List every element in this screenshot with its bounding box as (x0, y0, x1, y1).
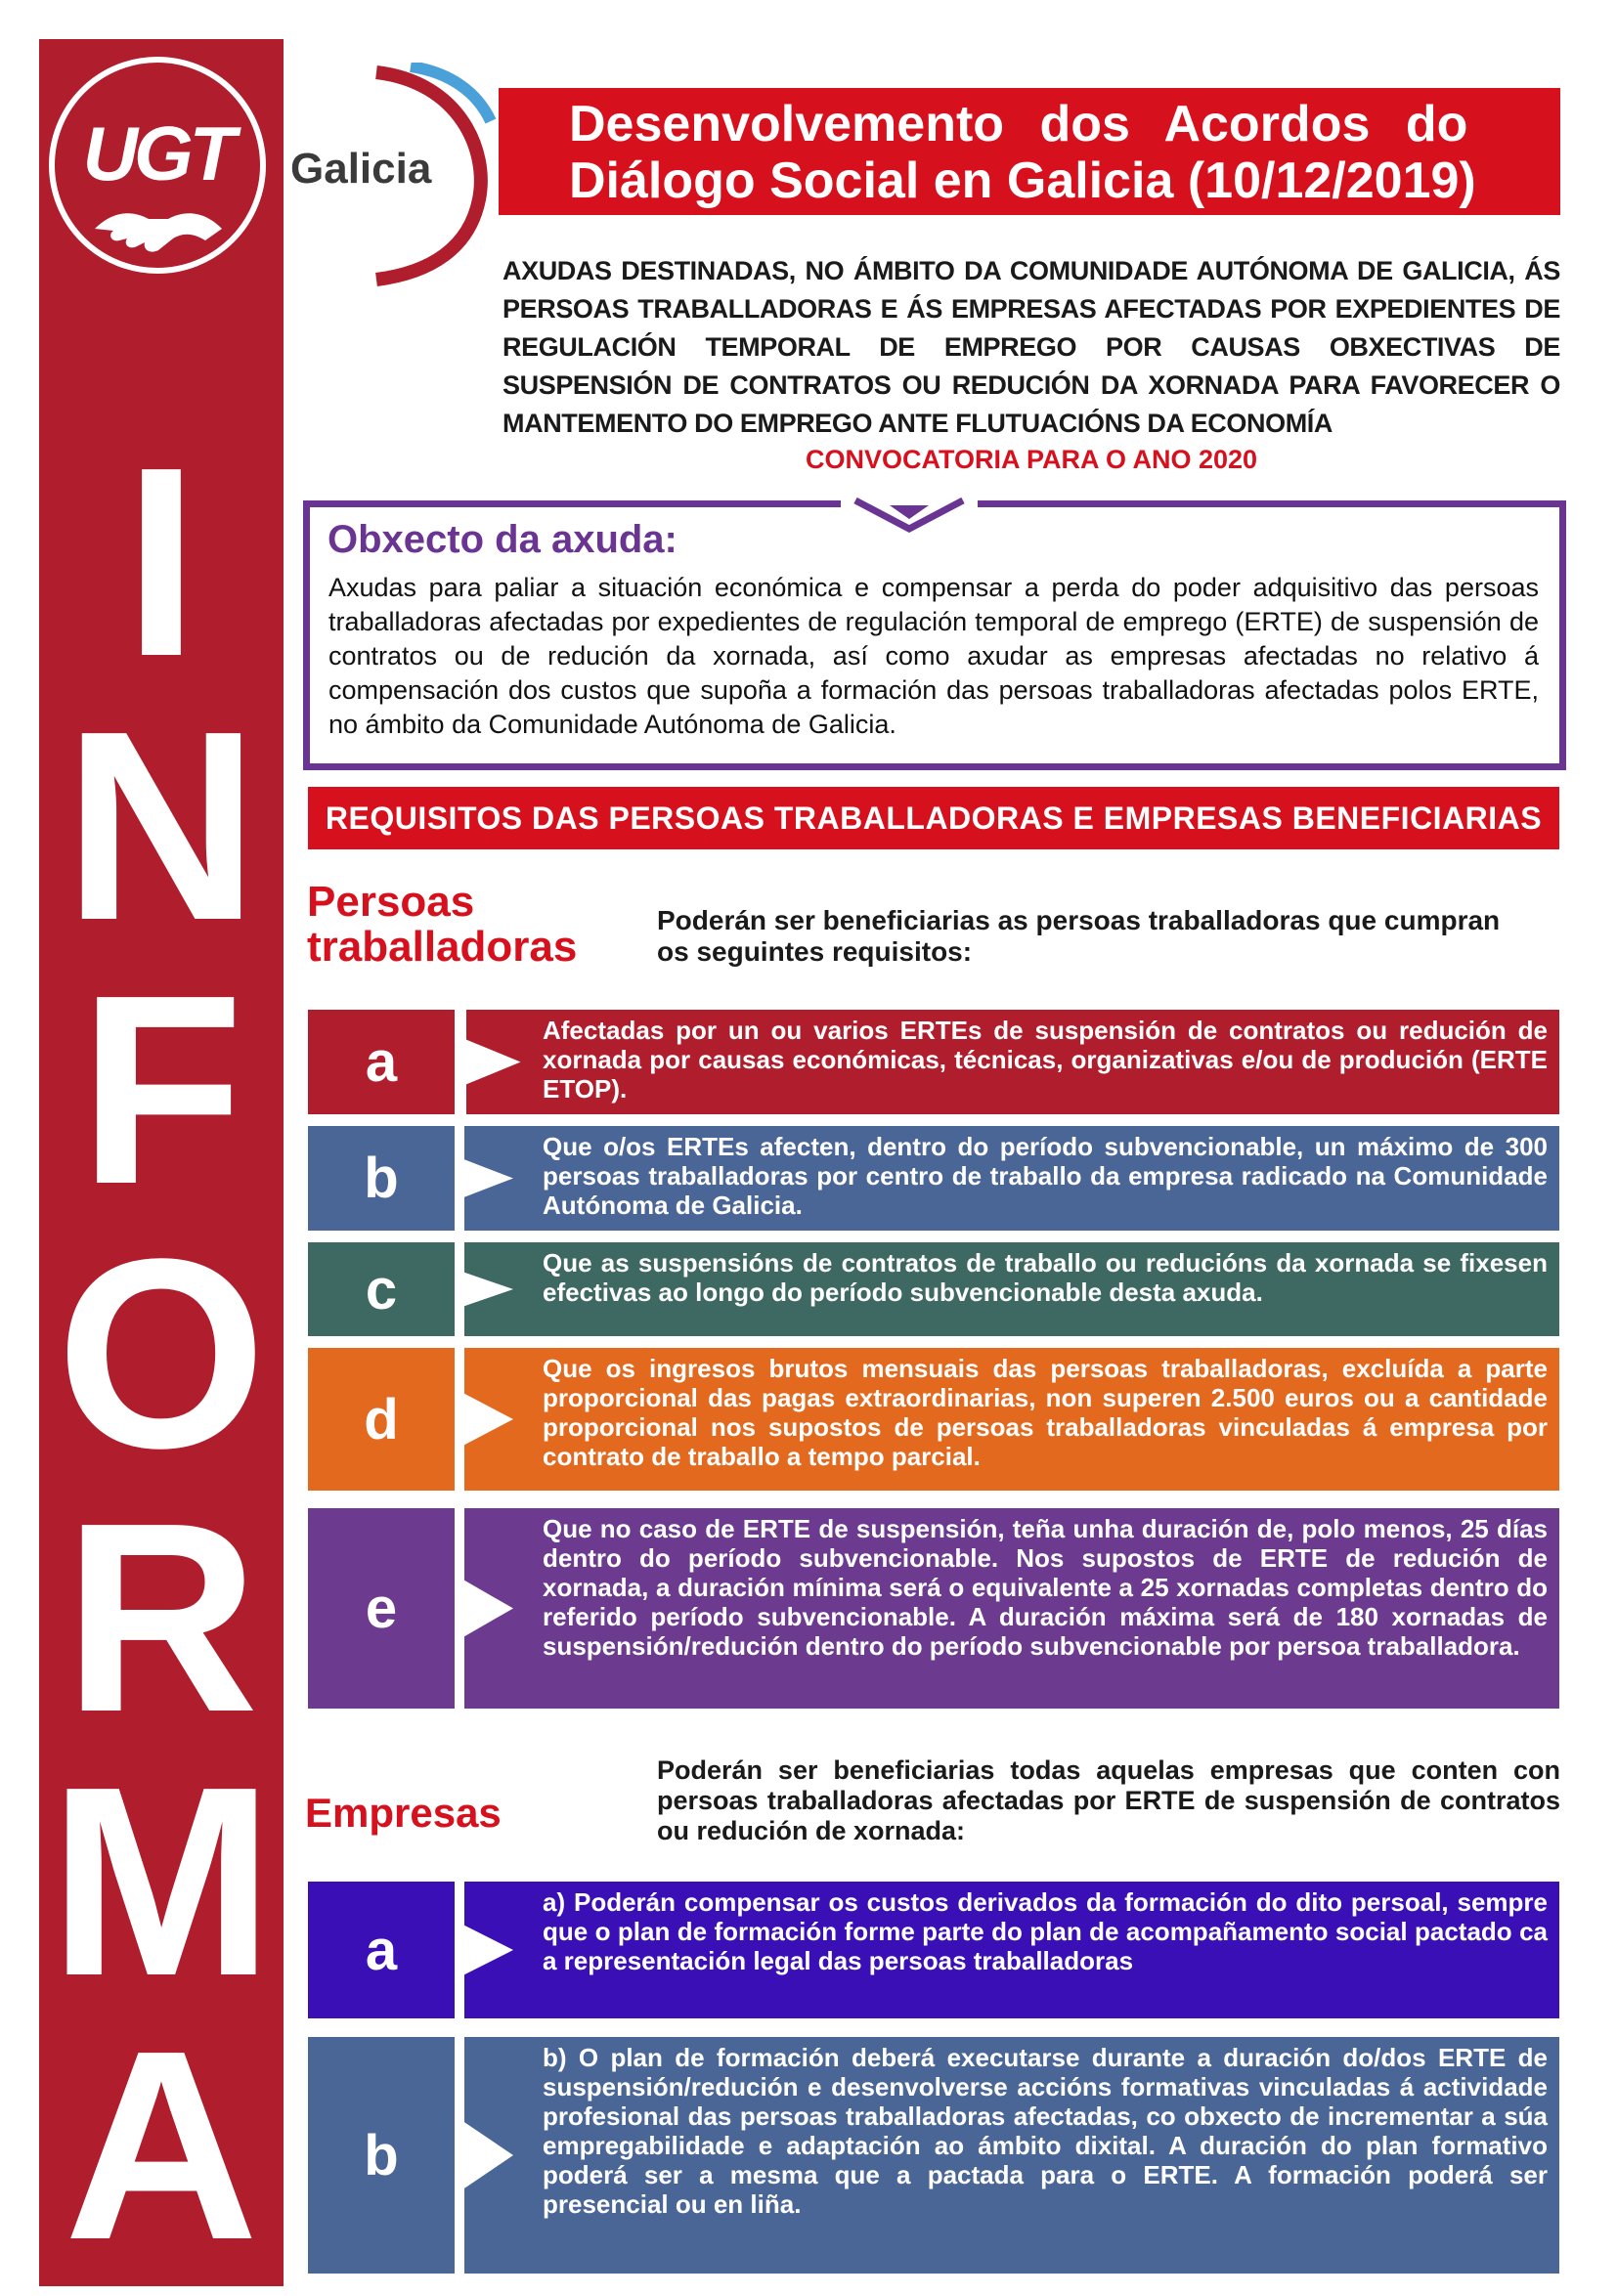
requirement-letter: a (308, 1882, 455, 2018)
informa-letter: R (64, 1467, 259, 1768)
persoas-intro: Poderán ser beneficiarias as persoas traballadoras que cumpran os seguintes requisitos: (657, 905, 1501, 967)
requirement-item (308, 1508, 1559, 1709)
requirement-text-box (464, 2037, 1559, 2274)
requisitos-banner: REQUISITOS DAS PERSOAS TRABALLADORAS E EMPRESAS BENEFICIARIAS (308, 787, 1559, 849)
persoas-title-line-1: Persoas (307, 878, 475, 926)
requirement-text-box (464, 1010, 1559, 1114)
chevron-right-icon (464, 1882, 533, 2018)
requirement-item (308, 1010, 1559, 1114)
requirement-text-box (464, 1508, 1559, 1709)
handshake-icon (90, 190, 227, 258)
informa-letter: O (56, 1203, 267, 1504)
sidebar (39, 39, 284, 2296)
brand-region: Galicia (290, 145, 432, 193)
requirement-text: b) O plan de formación deberá executarse durante a duración do/dos ERTE de suspensión/redución e desenvolverse accións formativas vinculadas á actividade profesional das persoas traballadoras afectadas, co obxecto de incrementar a súa empregabilidade e adaptación ao ámbito dixital. A duración do plan formativo poderá ser a mesma que a pactada para o ERTE. A formación poderá ser presencial ou en liña. (543, 2043, 1548, 2219)
informa-vertical (39, 412, 284, 2296)
requirement-text-box (464, 1882, 1559, 2018)
objecto-text: Axudas para paliar a situación económica e compensar a perda do poder adquisitivo das persoas traballadoras afectadas por expedientes de regulación temporal de emprego (ERTE) de suspensión de contratos ou de redución da xornada, así como axudar as empresas afectadas no relativo á compensación dos custos que supoña a formación das persoas traballadoras afectadas polos ERTE, no ámbito da Comunidade Autónoma de Galicia. (328, 573, 1539, 739)
requirement-text: Afectadas por un ou varios ERTEs de suspensión de contratos ou redución de xornada por causas económicas, técnicas, organizativas e/ou de produción (ERTE ETOP). (543, 1016, 1548, 1104)
requirement-letter: a (308, 1010, 455, 1114)
requirement-text-box (464, 1242, 1559, 1336)
page-title (499, 88, 1560, 215)
chevron-right-icon (464, 1348, 533, 1491)
chevron-right-icon (464, 1242, 533, 1336)
intro-text: AXUDAS DESTINADAS, NO ÁMBITO DA COMUNIDADE AUTÓNOMA DE GALICIA, ÁS PERSOAS TRABALLADORAS E ÁS EMPRESAS AFECTADAS POR EXPEDIENTES DE REGULACIÓN TEMPORAL DE EMPREGO POR CAUSAS OBXECTIVAS DE SUSPENSIÓN DE CONTRATOS OU REDUCIÓN DA XORNADA PARA FAVORECER O MANTEMENTO DO EMPREGO ANTE FLUTUACIÓNS DA ECONOMÍA (503, 256, 1560, 438)
empresas-intro: Poderán ser beneficiarias todas aquelas empresas que conten con persoas traballadoras afectadas por ERTE de suspensión de contratos ou redución de xornada: (657, 1755, 1560, 1845)
chevron-right-icon (464, 1508, 533, 1709)
logo-text: UGT (82, 110, 233, 196)
objecto-title: Obxecto da axuda: (328, 518, 677, 561)
requirement-letter: b (308, 1126, 455, 1231)
convocatoria-label: CONVOCATORIA PARA O ANO 2020 (805, 445, 1258, 474)
informa-letter: N (64, 675, 259, 976)
chevron-right-icon (464, 2037, 533, 2274)
requirement-item (308, 2037, 1559, 2274)
requirement-text-box (464, 1126, 1559, 1231)
persoas-title (307, 880, 577, 970)
requirement-letter: c (308, 1242, 455, 1336)
requirement-item (308, 1348, 1559, 1491)
requirement-text: Que as suspensións de contratos de traballo ou reducións da xornada se fixesen efectivas ao longo do período subvencionable desta axuda. (543, 1248, 1548, 1307)
requirement-letter: e (308, 1508, 455, 1709)
requirement-text: a) Poderán compensar os custos derivados da formación do dito persoal, sempre que o plan de formación forme parte do plan de acompañamento social pactado ca a representación legal das persoas traballadoras (543, 1887, 1548, 1975)
requirement-item (308, 1242, 1559, 1336)
ugt-logo (49, 57, 266, 274)
title-line-1: Desenvolvemento dos Acordos do (569, 96, 1468, 152)
informa-letter: M (49, 1731, 274, 2032)
requirement-text: Que o/os ERTEs afecten, dentro do período subvencionable, un máximo de 300 persoas traballadoras por centro de traballo da empresa radicado na Comunidade Autónoma de Galicia. (543, 1132, 1548, 1220)
requirement-item (308, 1126, 1559, 1231)
informa-letter: A (64, 1995, 259, 2296)
empresas-title: Empresas (305, 1790, 502, 1836)
title-line-2: Diálogo Social en Galicia (10/12/2019) (569, 152, 1476, 209)
requirement-item (308, 1882, 1559, 2018)
chevron-right-icon (464, 1010, 533, 1114)
informa-letter: I (123, 412, 199, 713)
persoas-title-line-2: traballadoras (307, 923, 578, 971)
chevron-down-icon (841, 494, 978, 533)
brand-arc-icon (371, 63, 499, 287)
requirement-letter: b (308, 2037, 455, 2274)
requirement-text: Que no caso de ERTE de suspensión, teña unha duración de, polo menos, 25 días dentro do período subvencionable. Nos supostos de ERTE de redución de xornada, a duración mínima será o equivalente a 25 xornadas completas dentro do referido período subvencionable. A duración máxima será de 180 xornadas de suspensión/redución dentro do período subvencionable por persoa traballadora. (543, 1514, 1548, 1661)
informa-letter: F (78, 939, 244, 1240)
requirement-letter: d (308, 1348, 455, 1491)
chevron-right-icon (464, 1126, 533, 1231)
requirement-text: Que os ingresos brutos mensuais das persoas traballadoras, excluída a parte proporcional das pagas extraordinarias, non superen 2.500 euros ou a cantidade proporcional nos supostos de persoas traballadoras vinculadas á empresa por contrato de traballo a tempo parcial. (543, 1354, 1548, 1471)
requirement-text-box (464, 1348, 1559, 1491)
